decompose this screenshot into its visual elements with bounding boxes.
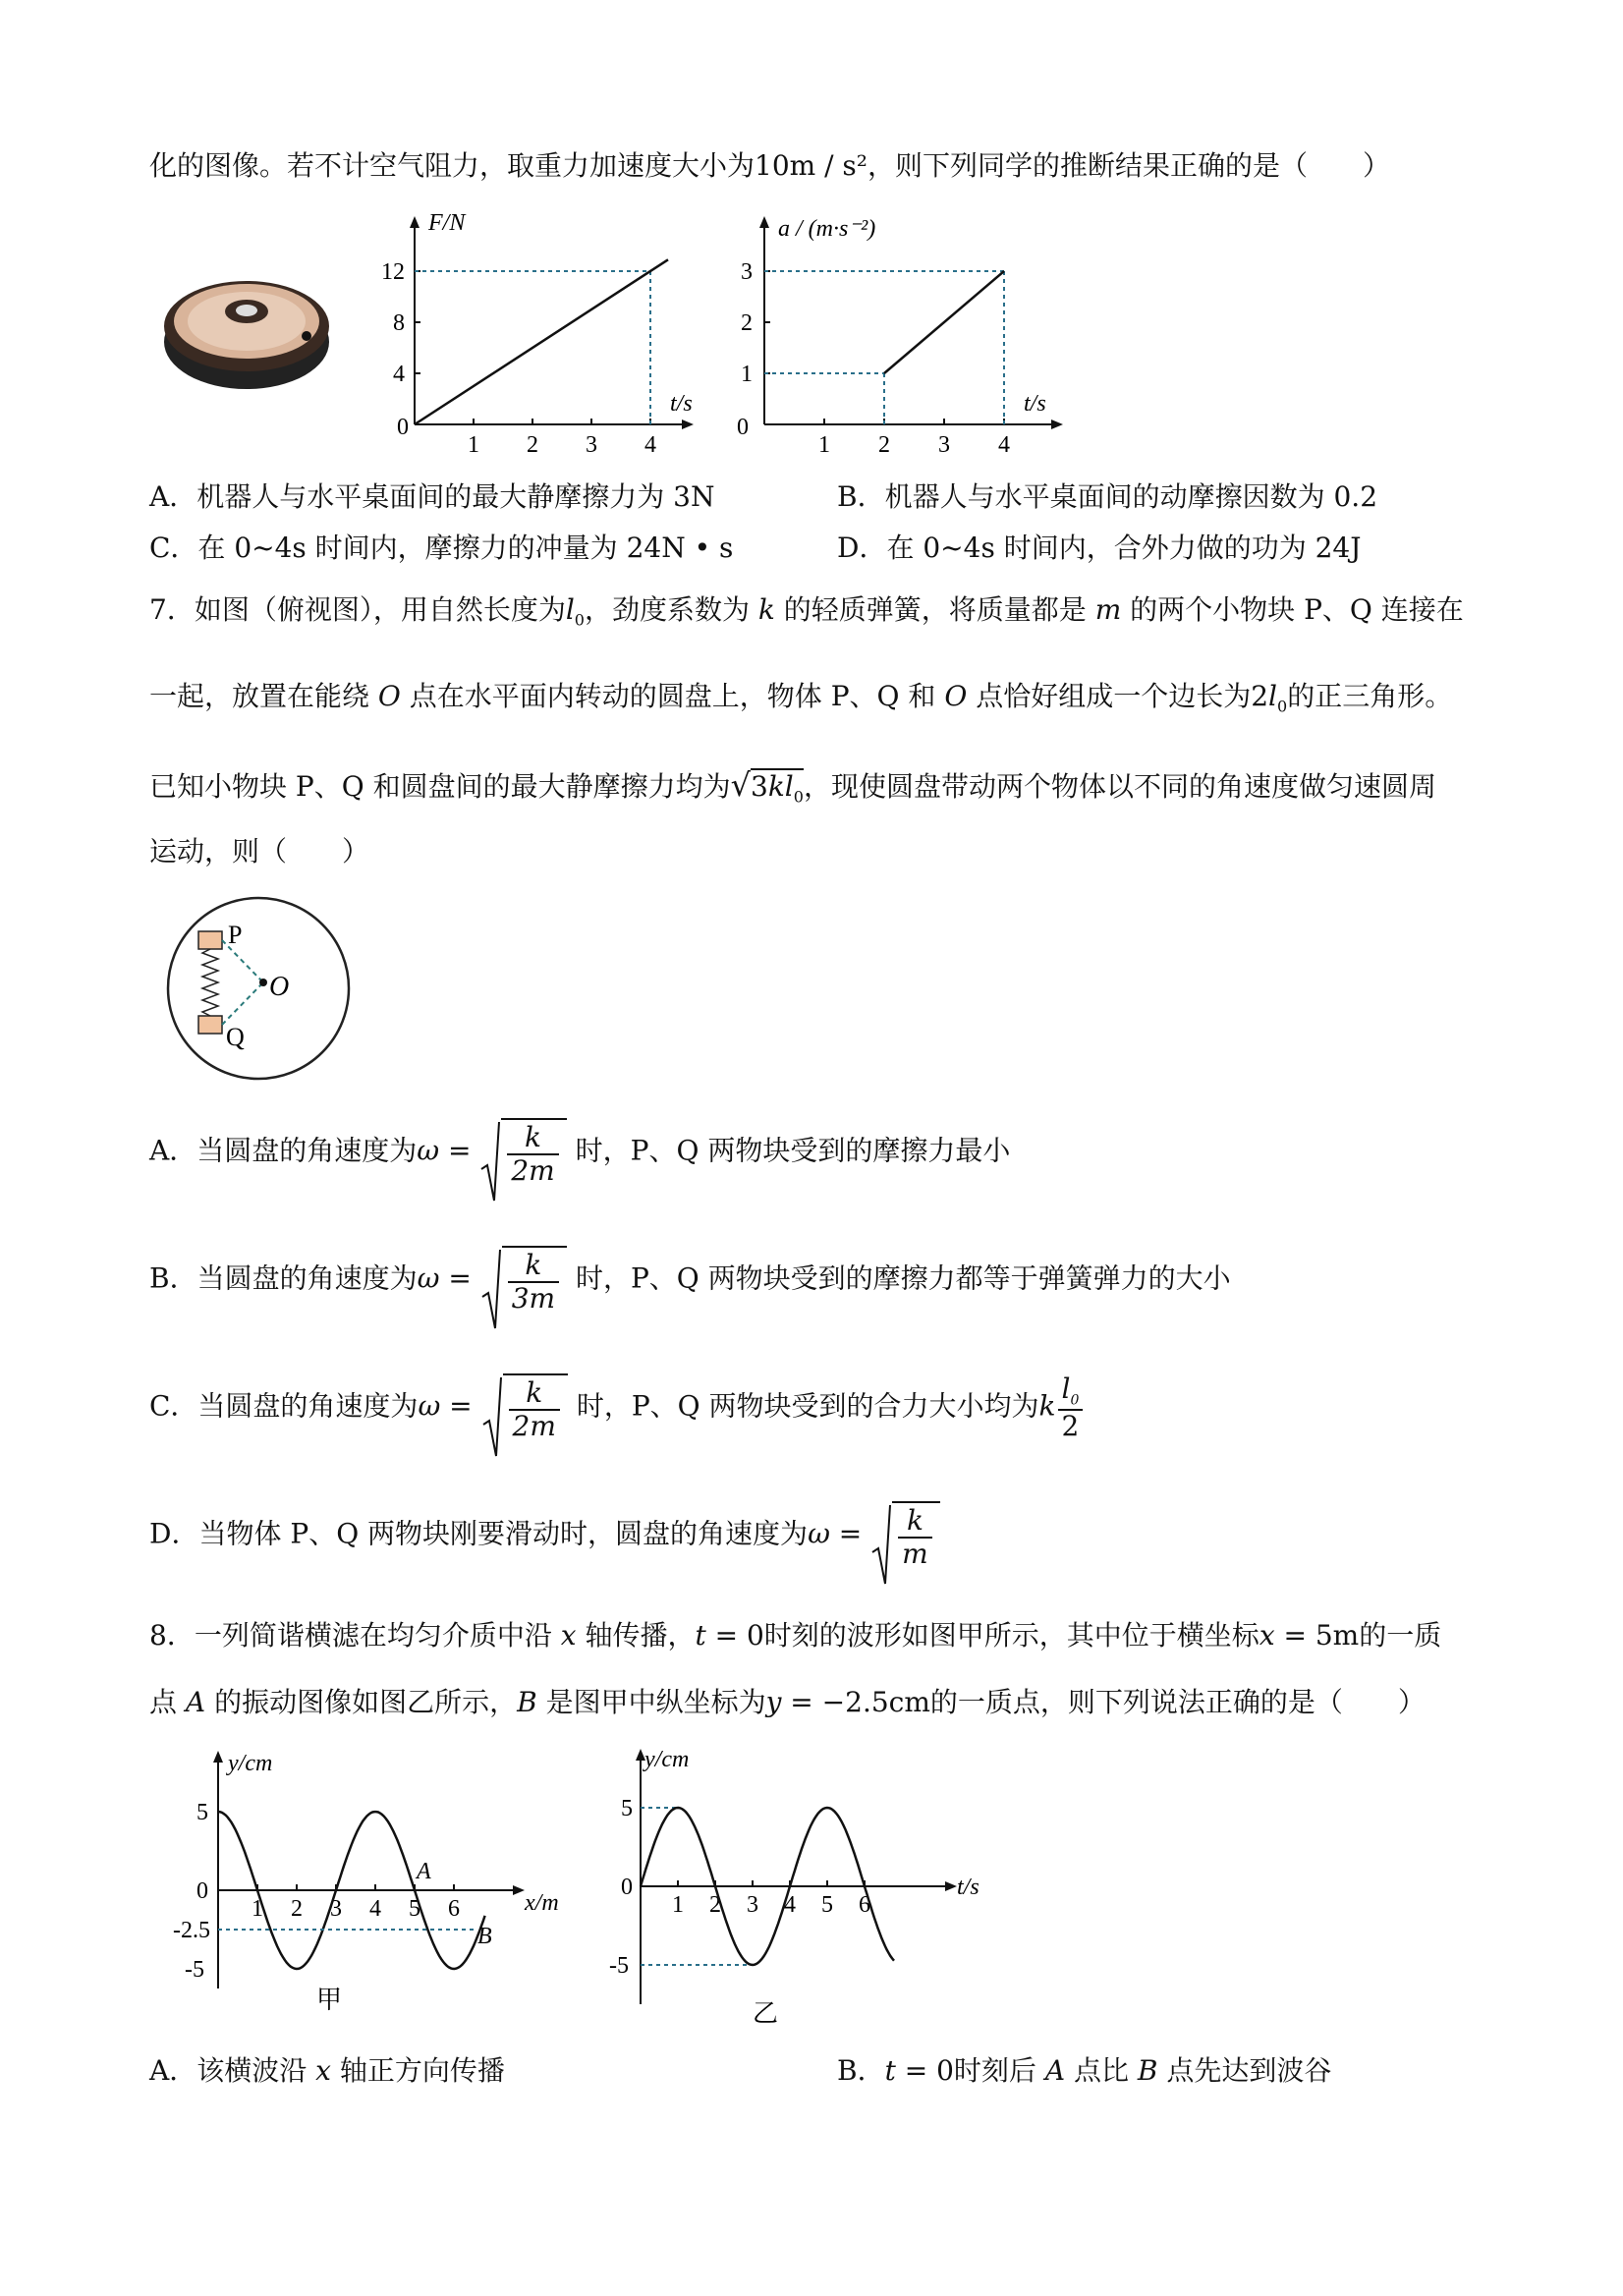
q8-stem-line-1: 8．一列简谐横滤在均匀介质中沿 x 轴传播，t = 0时刻的波形如图甲所示，其中位于横坐标x = 5m的一质 [149, 1619, 1442, 1652]
block-q [198, 1016, 222, 1034]
x-tick-label: 3 [586, 432, 597, 454]
y-axis-label: F/N [428, 210, 466, 236]
x-tick-label: 5 [409, 1896, 420, 1922]
x-tick-label: 2 [709, 1892, 721, 1918]
x-axis-arrow [513, 1885, 525, 1895]
x-tick-label: 2 [878, 432, 890, 454]
y-tick-label: 12 [381, 259, 405, 285]
y-tick-label: 3 [741, 259, 753, 285]
y-tick-label: 0 [621, 1875, 633, 1900]
y-tick-label: -2.5 [173, 1918, 210, 1943]
label-p: P [228, 921, 243, 949]
x-axis-arrow [1051, 420, 1063, 429]
q8-option-b: B．t = 0时刻后 A 点比 B 点先达到波谷 [837, 2054, 1332, 2087]
spring [202, 949, 218, 1016]
wave-graph-jia [159, 1747, 591, 2032]
graph-caption: 乙 [753, 1999, 779, 2028]
x-axis-arrow [682, 420, 694, 429]
label-o: O [269, 972, 290, 1002]
y-tick-label: 1 [741, 362, 753, 387]
acceleration-line [884, 271, 1004, 373]
q7-option-b: B．当圆盘的角速度为ω = $\frac{k}{3m}$ 时，P、Q 两物块受到的摩擦力都等于弹簧弹力的大小 [149, 1246, 1231, 1315]
q7-stem-line-3: 已知小物块 P、Q 和圆盘间的最大静摩擦力均为$√3kl_0$，现使圆盘带动两个物体以不同的角速度做匀速圆周 [149, 766, 1436, 807]
x-tick-label: 4 [369, 1896, 381, 1922]
x-tick-label: 1 [672, 1892, 684, 1918]
y-tick-label: -5 [609, 1953, 629, 1979]
q7-option-a: A．当圆盘的角速度为ω = $\frac{k}{2m}$ 时，P、Q 两物块受到的摩擦力最小 [149, 1118, 1010, 1187]
x-tick-label: 6 [859, 1892, 870, 1918]
y-tick-label: 4 [393, 362, 405, 387]
graph-caption: 甲 [316, 1986, 343, 2014]
y-tick-label: 5 [621, 1796, 633, 1821]
x-tick-label: 4 [644, 432, 656, 454]
q6-stem-tail: 化的图像。若不计空气阻力，取重力加速度大小为10m / s²，则下列同学的推断结果正确的是（ ） [149, 149, 1391, 182]
y-axis-arrow [410, 216, 420, 228]
y-axis-label: a / (m·s⁻²) [778, 216, 876, 242]
x-tick-label: 3 [747, 1892, 758, 1918]
block-p [198, 931, 222, 949]
y-axis-arrow [213, 1751, 223, 1763]
q6-option-c: C．在 0~4s 时间内，摩擦力的冲量为 24N • s [149, 532, 734, 564]
x-tick-label: 4 [998, 432, 1010, 454]
q6-option-d: D．在 0~4s 时间内，合外力做的功为 24J [837, 532, 1362, 564]
x-axis-label: t/s [957, 1875, 979, 1900]
q7-option-d: D．当物体 P、Q 两物块刚要滑动时，圆盘的角速度为ω = $\frac{k}{m}$ [149, 1501, 940, 1570]
point-label-a: A [417, 1859, 431, 1884]
x-tick-label: 2 [291, 1896, 303, 1922]
x-axis-label: t/s [1024, 391, 1046, 417]
q6-option-a: A．机器人与水平桌面间的最大静摩擦力为 3N [149, 480, 715, 513]
x-axis-label: t/s [670, 391, 693, 417]
q6-option-b: B．机器人与水平桌面间的动摩擦因数为 0.2 [837, 480, 1378, 513]
force-time-chart [364, 208, 698, 454]
q7-stem-line-4: 运动，则（ ） [149, 835, 370, 868]
x-tick-label: 1 [468, 432, 479, 454]
force-line [415, 259, 668, 424]
vibration-graph-yi [601, 1739, 1014, 2034]
x-tick-label: 2 [527, 432, 538, 454]
q8-stem-line-2: 点 A 的振动图像如图乙所示，B 是图甲中纵坐标为y = −2.5cm的一质点，则下列说法正确的是（ ） [149, 1686, 1426, 1718]
x-tick-label: 3 [938, 432, 950, 454]
x-tick-label: 4 [784, 1892, 796, 1918]
q7-option-c: C．当圆盘的角速度为ω = $\frac{k}{2m}$ 时，P、Q 两物块受到的合力大小均为k $\frac{l_0}{2}$ [149, 1373, 1085, 1442]
y-axis-arrow [759, 216, 769, 228]
y-axis-label: y/cm [228, 1751, 273, 1776]
point-label-b: B [477, 1924, 492, 1949]
y-tick-label: 8 [393, 310, 405, 336]
y-tick-label: -5 [185, 1957, 204, 1983]
origin-label: 0 [737, 415, 749, 440]
x-tick-label: 1 [252, 1896, 263, 1922]
y-tick-label: 5 [196, 1800, 208, 1825]
x-axis-arrow [945, 1881, 957, 1891]
x-tick-label: 5 [821, 1892, 833, 1918]
x-axis-label: x/m [525, 1890, 559, 1916]
x-tick-label: 1 [818, 432, 830, 454]
q7-stem-line-1: 7．如图（俯视图），用自然长度为$l_0$，劲度系数为 k 的轻质弹簧，将质量都是 m 的两个小物块 P、Q 连接在 [149, 593, 1464, 630]
robot-vacuum-image [159, 267, 334, 393]
origin-label: 0 [397, 415, 409, 440]
rotating-disk-diagram [157, 892, 364, 1085]
center-o [259, 979, 267, 986]
q7-stem-line-2: 一起，放置在能绕 O 点在水平面内转动的圆盘上，物体 P、Q 和 O 点恰好组成一个边长为$2l_0$的正三角形。 [149, 680, 1453, 716]
y-tick-label: 2 [741, 310, 753, 336]
acceleration-time-chart [717, 208, 1071, 454]
label-q: Q [226, 1023, 245, 1051]
x-tick-label: 3 [330, 1896, 342, 1922]
y-tick-label: 0 [196, 1878, 208, 1904]
q8-option-a: A．该横波沿 x 轴正方向传播 [149, 2054, 505, 2087]
x-tick-label: 6 [448, 1896, 460, 1922]
y-axis-label: y/cm [644, 1747, 690, 1772]
